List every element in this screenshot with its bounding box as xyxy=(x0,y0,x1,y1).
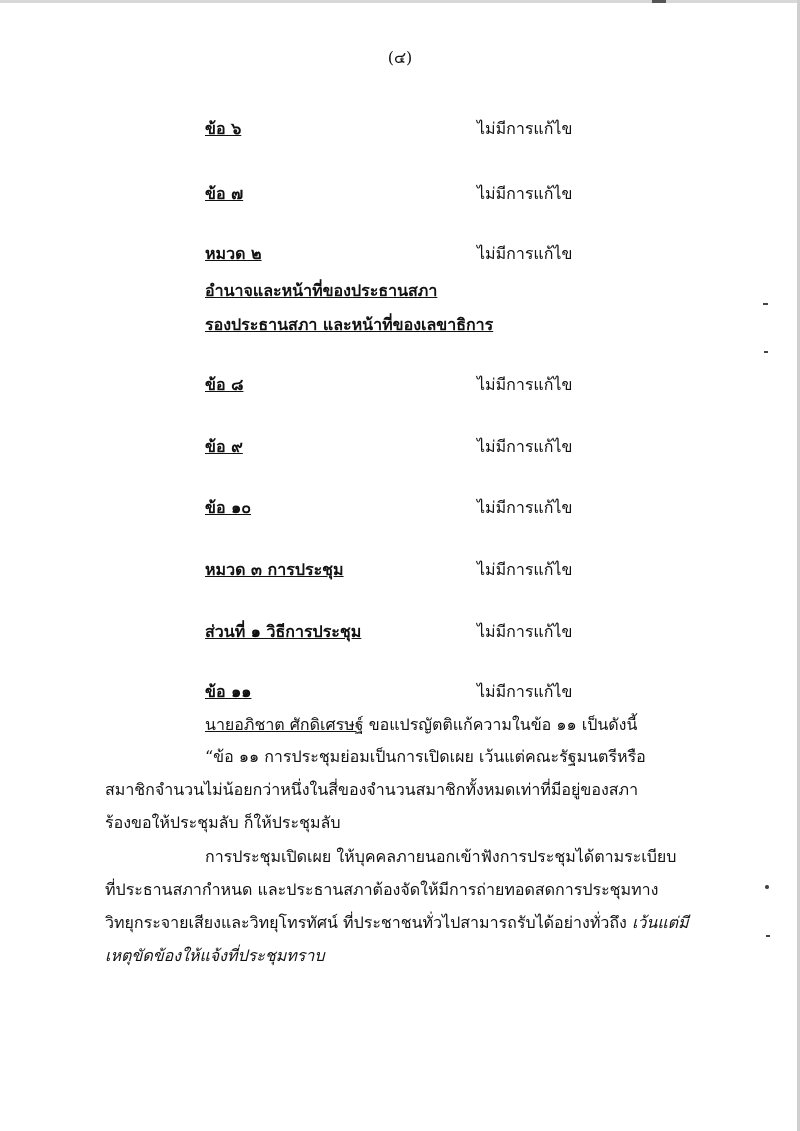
amendment-line-5: ที่ประธานสภากำหนด และประธานสภาต้องจัดให้มีการถ่ายทอดสดการประชุมทาง xyxy=(105,880,659,899)
clause-6-row xyxy=(205,117,605,143)
chapter-2-label: หมวด ๒ xyxy=(205,244,262,263)
clause-8-label: ข้อ ๘ xyxy=(205,375,244,394)
clause-11-row xyxy=(205,680,605,706)
chapter-3-status: ไม่มีการแก้ไข xyxy=(477,560,573,579)
scan-speck xyxy=(763,303,768,305)
clause-6-status: ไม่มีการแก้ไข xyxy=(477,119,573,138)
page-number: (๔) xyxy=(387,48,413,67)
part-1-status: ไม่มีการแก้ไข xyxy=(477,622,573,641)
clause-6-label: ข้อ ๖ xyxy=(205,119,242,138)
corner-mark xyxy=(652,0,666,3)
scan-speck xyxy=(766,935,770,937)
amendment-intro-text: ขอแปรญัตติแก้ความในข้อ ๑๑ เป็นดังนี้ xyxy=(363,715,638,734)
amendment-line-6-italic: เว้นแต่มี xyxy=(631,913,689,932)
amendment-line-6-text: วิทยุกระจายเสียงและวิทยุโทรทัศน์ ที่ประชาชนทั่วไปสามารถรับได้อย่างทั่วถึง xyxy=(105,913,632,932)
amendment-line-1: “ข้อ ๑๑ การประชุมย่อมเป็นการเปิดเผย เว้นแต่คณะรัฐมนตรีหรือ xyxy=(205,747,646,766)
scan-speck xyxy=(765,885,769,889)
clause-7-status: ไม่มีการแก้ไข xyxy=(477,184,573,203)
clause-9-status: ไม่มีการแก้ไข xyxy=(477,437,573,456)
chapter-2-title-line2: รองประธานสภา และหน้าที่ของเลขาธิการ xyxy=(205,315,494,334)
chapter-3-label: หมวด ๓ การประชุม xyxy=(205,560,344,579)
amendment-line-7: เหตุขัดข้องให้แจ้งที่ประชุมทราบ xyxy=(105,946,325,965)
chapter-2-title-line1: อำนาจและหน้าที่ของประธานสภา xyxy=(205,281,438,300)
clause-10-row xyxy=(205,496,605,522)
clause-11-label: ข้อ ๑๑ xyxy=(205,682,252,701)
amendment-intro xyxy=(205,713,637,738)
amendment-line-3: ร้องขอให้ประชุมลับ ก็ให้ประชุมลับ xyxy=(105,813,341,832)
clause-8-row xyxy=(205,373,605,399)
clause-7-row xyxy=(205,182,605,208)
clause-10-label: ข้อ ๑๐ xyxy=(205,498,252,517)
chapter-3-row xyxy=(205,558,605,584)
clause-8-status: ไม่มีการแก้ไข xyxy=(477,375,573,394)
part-1-row xyxy=(205,620,605,646)
mover-name: นายอภิชาต ศักดิเศรษฐ์ xyxy=(205,715,364,734)
chapter-2-row xyxy=(205,242,605,268)
amendment-line-6 xyxy=(105,911,689,936)
chapter-2-status: ไม่มีการแก้ไข xyxy=(477,244,573,263)
clause-11-status: ไม่มีการแก้ไข xyxy=(477,682,573,701)
clause-9-row xyxy=(205,435,605,461)
clause-7-label: ข้อ ๗ xyxy=(205,184,244,203)
amendment-line-2: สมาชิกจำนวนไม่น้อยกว่าหนึ่งในสี่ของจำนวนสมาชิกทั้งหมดเท่าที่มีอยู่ของสภา xyxy=(105,780,639,799)
clause-10-status: ไม่มีการแก้ไข xyxy=(477,498,573,517)
part-1-label: ส่วนที่ ๑ วิธีการประชุม xyxy=(205,622,362,641)
clause-9-label: ข้อ ๙ xyxy=(205,437,243,456)
scan-speck xyxy=(764,351,768,353)
page-edge-top xyxy=(0,0,800,3)
amendment-line-4: การประชุมเปิดเผย ให้บุคคลภายนอกเข้าฟังการประชุมได้ตามระเบียบ xyxy=(205,847,677,866)
